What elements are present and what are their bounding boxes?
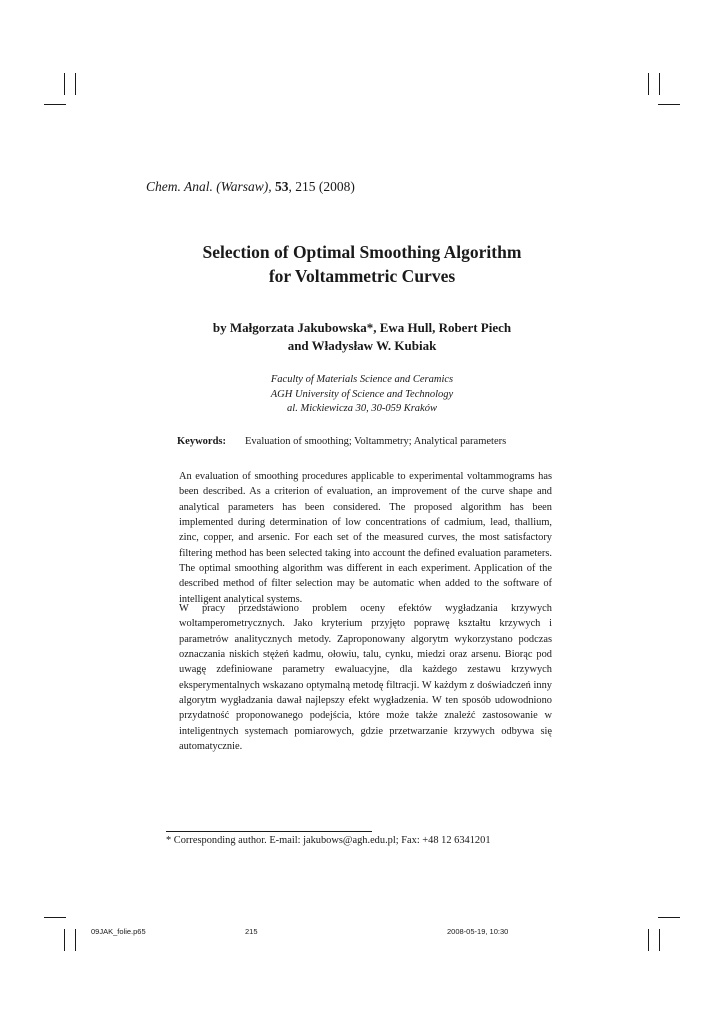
keywords-value: Evaluation of smoothing; Voltammetry; Analytical parameters — [245, 436, 507, 447]
abstract-polish: W pracy przedstawiono problem oceny efektów wygładzania krzywych woltamperometrycznych. Jako kryterium przyjęto poprawę kształtu krzywych i parametrów analitycznych metody. Zaproponowany algorytm wykorzystano podczas oznaczania niskich stężeń kadmu, ołowiu, talu, cynku, miedzi oraz arsenu. Biorąc pod uwagę zdefiniowane parametry ewaluacyjne, dla każdego zestawu krzywych eksperymentalnych wskazano optymalną metodę filtracji. W każdym z doświadczeń inny algorytm wygładzania dawał najlepszy efekt wygładzenia. W ten sposób udowodniono przydatność proponowanego podejścia, które może także znaleźć zastosowanie w inteligentnych systemach pomiarowych, gdzie przetwarzanie krzywych odbywa się automatycznie. — [179, 603, 552, 753]
slug-datetime: 2008-05-19, 10:30 — [447, 927, 509, 936]
crop-mark — [44, 917, 66, 918]
authors-line-2: and Władysław W. Kubiak — [287, 338, 437, 353]
keywords — [177, 436, 506, 447]
crop-mark — [658, 104, 680, 105]
paper-title — [0, 240, 724, 288]
journal-citation — [146, 179, 355, 195]
crop-mark — [44, 104, 66, 105]
author-list — [0, 319, 724, 355]
crop-mark — [75, 73, 76, 95]
corresponding-author-footnote: * Corresponding author. E-mail: jakubows@agh.edu.pl; Fax: +48 12 6341201 — [166, 835, 491, 846]
title-line-1: Selection of Optimal Smoothing Algorithm — [202, 242, 522, 262]
crop-mark — [659, 929, 660, 951]
affiliation-line-1: Faculty of Materials Science and Ceramics — [270, 374, 454, 385]
crop-mark — [659, 73, 660, 95]
affiliation-line-3: al. Mickiewicza 30, 30-059 Kraków — [287, 403, 437, 414]
citation-pages-year: , 215 (2008) — [288, 179, 355, 194]
citation-journal: Chem. Anal. (Warsaw), — [146, 179, 272, 194]
title-line-2: for Voltammetric Curves — [268, 266, 456, 286]
abstract-english: An evaluation of smoothing procedures applicable to experimental voltammograms has been described. As a criterion of evaluation, an improvement of the curve shape and analytical parameters has been considered. The proposed algorithm has been implemented during determination of low concentrations of cadmium, lead, thallium, zinc, copper, and arsenic. For each set of the measured curves, the most satisfactory filtering method has been selected taking into account the defined evaluation parameters. The optimal smoothing algorithm was different in each experiment. Application of the described method of filter selection may be automatic when added to the software of intelligent analytical systems. — [179, 471, 552, 605]
crop-mark — [648, 929, 649, 951]
slug-filename: 09JAK_folie.p65 — [91, 927, 146, 936]
affiliation — [0, 373, 724, 417]
slug-page-number: 215 — [245, 927, 258, 936]
crop-mark — [75, 929, 76, 951]
crop-mark — [648, 73, 649, 95]
crop-mark — [658, 917, 680, 918]
footnote-rule — [166, 831, 372, 832]
authors-line-1: by Małgorzata Jakubowska*, Ewa Hull, Robert Piech — [212, 320, 512, 335]
affiliation-line-2: AGH University of Science and Technology — [270, 388, 454, 400]
keywords-label: Keywords: — [177, 436, 226, 447]
crop-mark — [64, 929, 65, 951]
citation-volume: 53 — [275, 179, 289, 194]
crop-mark — [64, 73, 65, 95]
